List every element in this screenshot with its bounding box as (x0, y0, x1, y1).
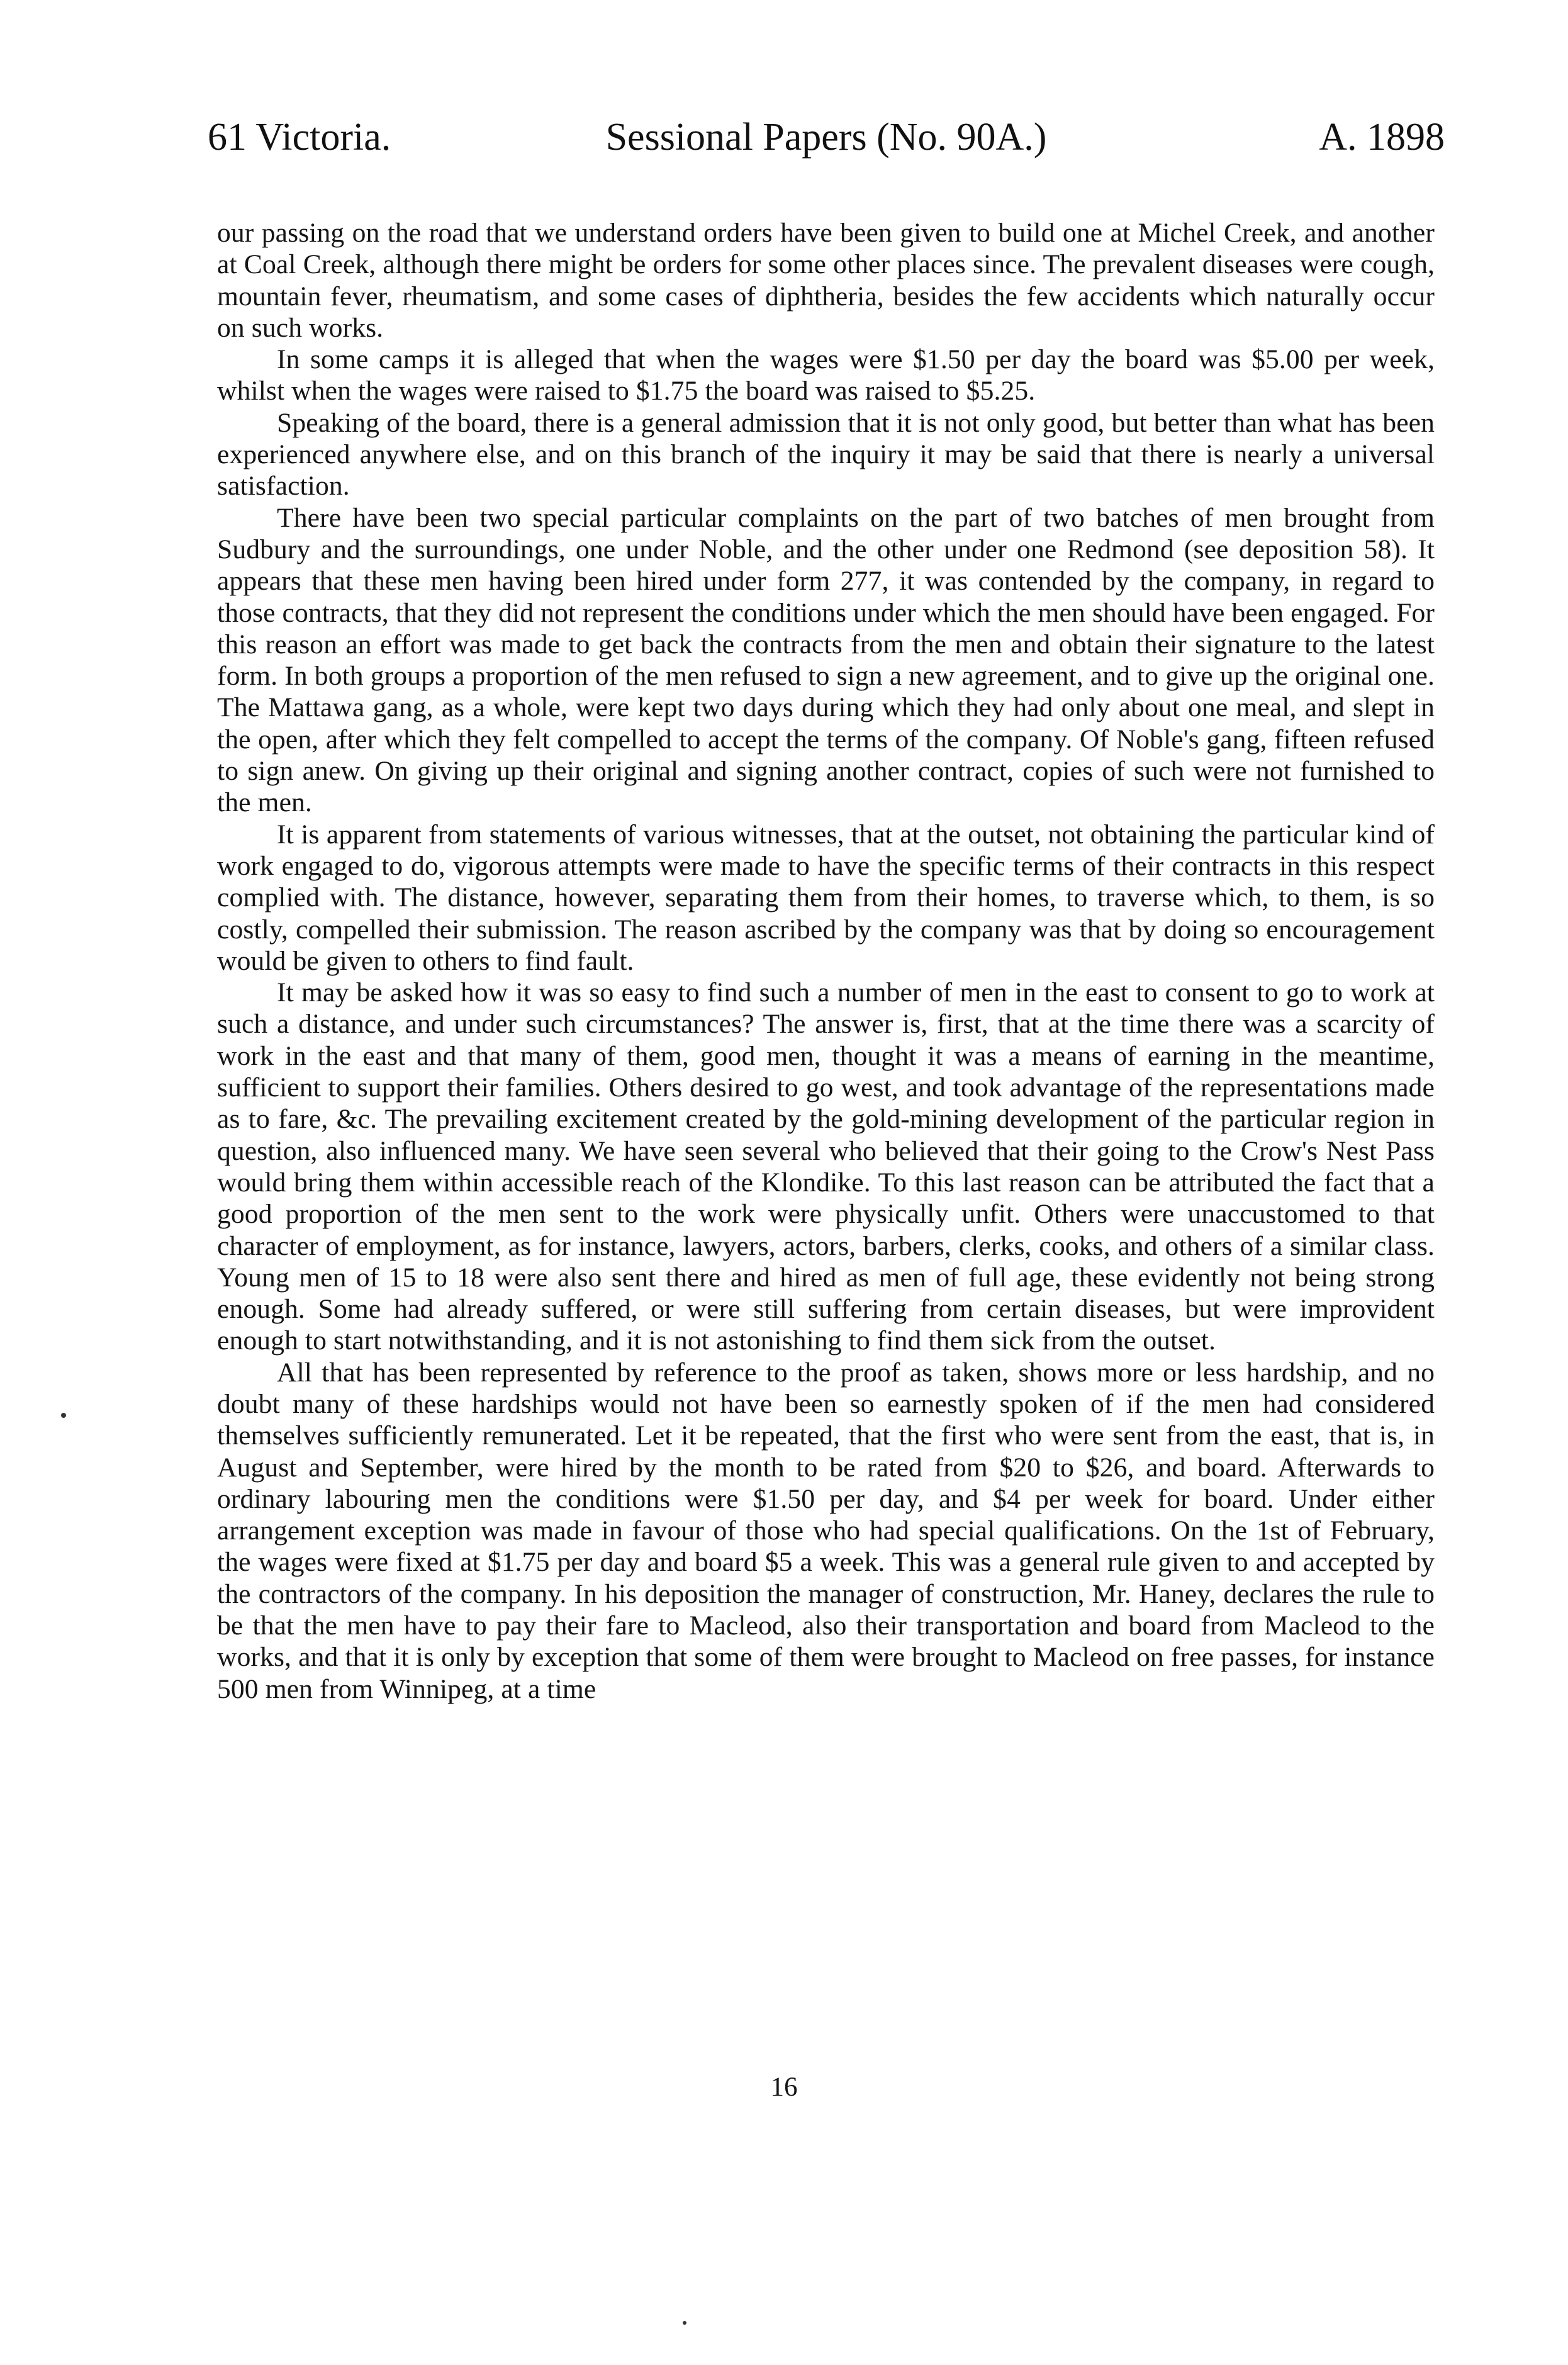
paragraph-5: It is apparent from statements of various witnesses, that at the outset, not obtaining the particular kind of work engaged to do, vigorous attempts were made to have the specific terms of their contracts in this respect complied with. The distance, however, separating them from their homes, to traverse which, to them, is so costly, compelled their submission. The reason ascribed by the company was that by doing so encouragement would be given to others to find fault. (217, 819, 1435, 976)
running-head (208, 112, 1445, 162)
header-regnal-year: 61 Victoria. (208, 116, 391, 159)
header-title: Sessional Papers (No. 90A.) (605, 116, 1047, 159)
paragraph-1: our passing on the road that we understand orders have been given to build one at Michel Creek, and another at Coal Creek, although there might be orders for some other places since. The prevalent diseases were cough, mountain fever, rheumatism, and some cases of diphtheria, besides the few accidents which naturally occur on such works. (217, 218, 1435, 343)
page-number: 16 (770, 2072, 798, 2102)
body-text (217, 217, 1435, 1705)
scan-speck (61, 1413, 66, 1418)
paragraph-4: There have been two special particular complaints on the part of two batches of men brought from Sudbury and the surroundings, one under Noble, and the other under one Redmond (see deposition 58). It appears that these men having been hired under form 277, it was contended by the company, in regard to those contracts, that they did not represent the conditions under which the men should have been engaged. For this reason an effort was made to get back the contracts from the men and obtain their signature to the latest form. In both groups a proportion of the men refused to sign a new agreement, and to give up the original one. The Mattawa gang, as a whole, were kept two days during which they had only about one meal, and slept in the open, after which they felt compelled to accept the terms of the company. Of Noble's gang, fifteen refused to sign anew. On giving up their original and signing another contract, copies of such were not furnished to the men. (217, 502, 1435, 818)
paragraph-6: It may be asked how it was so easy to find such a number of men in the east to consent to go to work at such a distance, and under such circumstances? The answer is, first, that at the time there was a scarcity of work in the east and that many of them, good men, thought it was a means of earning in the meantime, sufficient to support their families. Others desired to go west, and took advantage of the representations made as to fare, &c. The prevailing excitement created by the gold-mining development of the particular region in question, also influenced many. We have seen several who believed that their going to the Crow's Nest Pass would bring them within accessible reach of the Klondike. To this last reason can be attributed the fact that a good proportion of the men sent to the work were physically unfit. Others were unaccustomed to that character of employment, as for instance, lawyers, actors, barbers, clerks, cooks, and others of a similar class. Young men of 15 to 18 were also sent there and hired as men of full age, these evidently not being strong enough. Some had already suffered, or were still suffering from certain diseases, but were improvident enough to start notwithstanding, and it is not astonishing to find them sick from the outset. (217, 977, 1435, 1356)
paragraph-3: Speaking of the board, there is a general admission that it is not only good, but better than what has been experienced anywhere else, and on this branch of the inquiry it may be said that there is nearly a universal satisfaction. (217, 407, 1435, 502)
paragraph-2: In some camps it is alleged that when the wages were $1.50 per day the board was $5.00 per week, whilst when the wages were raised to $1.75 the board was raised to $5.25. (217, 344, 1435, 407)
header-year: A. 1898 (1319, 116, 1445, 159)
paragraph-7: All that has been represented by reference to the proof as taken, shows more or less hardship, and no doubt many of these hardships would not have been so earnestly spoken of if the men had considered themselves sufficiently remunerated. Let it be repeated, that the first who were sent from the east, that is, in August and September, were hired by the month to be rated from $20 to $26, and board. Afterwards to ordinary labouring men the conditions were $1.50 per day, and $4 per week for board. Under either arrangement exception was made in favour of those who had special qualifications. On the 1st of February, the wages were fixed at $1.75 per day and board $5 a week. This was a general rule given to and accepted by the contractors of the company. In his deposition the manager of construction, Mr. Haney, declares the rule to be that the men have to pay their fare to Macleod, also their transportation and board from Macleod to the works, and that it is only by exception that some of them were brought to Macleod on free passes, for instance 500 men from Winnipeg, at a time (217, 1357, 1435, 1704)
scan-speck (683, 2321, 686, 2325)
